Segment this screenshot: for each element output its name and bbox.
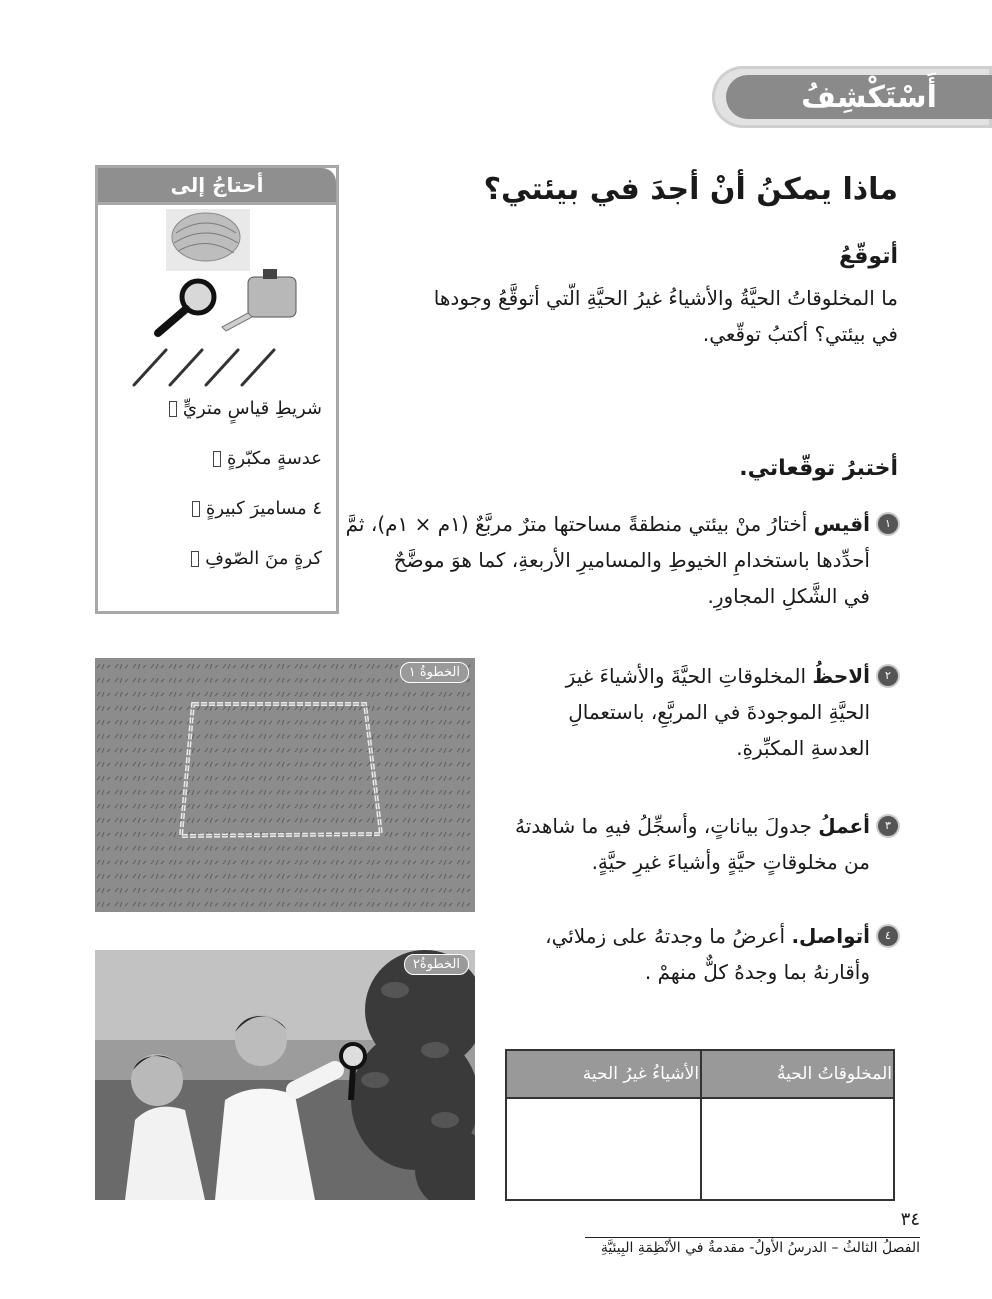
tape-measure-icon xyxy=(222,269,296,331)
magnifier-icon xyxy=(158,281,214,333)
predict-text: ما المخلوقاتُ الحيَّةُ والأشياءُ غيرُ الحيَّةِ الّتي أتوقَّعُ وجودها في بيئتي؟ أكتبُ توقّعي. xyxy=(433,286,898,346)
table-header-living: المخلوقاتُ الحيةُ xyxy=(701,1050,894,1098)
nails-icon xyxy=(134,350,274,385)
test-heading: أختبرُ توقّعاتي. xyxy=(739,456,898,481)
step-3: ٣ أعملُ جدولَ بياناتٍ، وأسجِّلُ فيهِ ما شاهدتهُ من مخلوقاتٍ حيَّةٍ وأشياءَ غيرِ حيَّةٍ. xyxy=(498,808,898,880)
material-item: كرةٍ منَ الصّوفِ xyxy=(191,548,322,569)
step-2: ٢ ألاحظُ المخلوقاتِ الحيَّةَ والأشياءَ غيرَ الحيَّةِ الموجودةَ في المربَّعِ، باستعمالِ العدسةِ المكبِّرةِ. xyxy=(498,658,898,766)
step-number: ٤ xyxy=(878,926,898,946)
footer-chapter: الفصلُ الثالثُ – الدرسُ الأولُ- مقدمةٌ في الأنْظِمَةِ البِيئيَّةِ xyxy=(600,1240,920,1256)
step-number: ١ xyxy=(878,514,898,534)
page-number: ٣٤ xyxy=(900,1209,920,1230)
step-number: ٢ xyxy=(878,666,898,686)
record-table xyxy=(505,1049,895,1201)
material-item: عدسةٍ مكبّرةٍ xyxy=(213,448,322,469)
material-item: ٤ مساميرَ كبيرةٍ xyxy=(192,498,322,519)
children-observing-image xyxy=(95,950,475,1200)
predict-heading: أتوقّعُ xyxy=(838,244,898,269)
rope-square-image xyxy=(95,658,475,912)
section-title: أَسْتَكْشِفُ xyxy=(726,75,992,119)
materials-title: أحتاجُ إلى xyxy=(98,168,336,205)
photo-label: الخطوةُ ١ xyxy=(400,662,469,683)
table-cell[interactable] xyxy=(701,1098,894,1200)
materials-illustration xyxy=(98,205,336,395)
step-1: ١ أقيس أختارُ منْ بيئتي منطقةً مساحتها مترٌ مربَّعٌ (١م × ١م)، ثمَّ أحدِّدها باستخدامِ الخيوطِ والمساميرِ الأربعةِ، كما هوَ موضَّحٌ في الشَّكلِ المجاورِ. xyxy=(338,506,898,614)
table-header-nonliving: الأشياءُ غيرُ الحية xyxy=(506,1050,701,1098)
footer-divider xyxy=(585,1237,920,1238)
materials-box xyxy=(95,165,339,614)
material-item: شريطِ قياسٍ متريٍّ xyxy=(169,398,322,419)
section-tab xyxy=(712,66,992,128)
step2-photo xyxy=(95,950,475,1200)
photo-label: الخطوةُ٢ xyxy=(404,954,469,975)
step-4: ٤ أتواصل. أعرضُ ما وجدتهُ على زملائي، وأقارنهُ بما وجدهُ كلٌّ منهمْ . xyxy=(498,918,898,990)
yarn-ball-icon xyxy=(166,209,250,271)
step1-photo xyxy=(95,658,475,912)
page-question: ماذا يمكنُ أنْ أجدَ في بيئتي؟ xyxy=(483,172,898,207)
step-number: ٣ xyxy=(878,816,898,836)
table-cell[interactable] xyxy=(506,1098,701,1200)
